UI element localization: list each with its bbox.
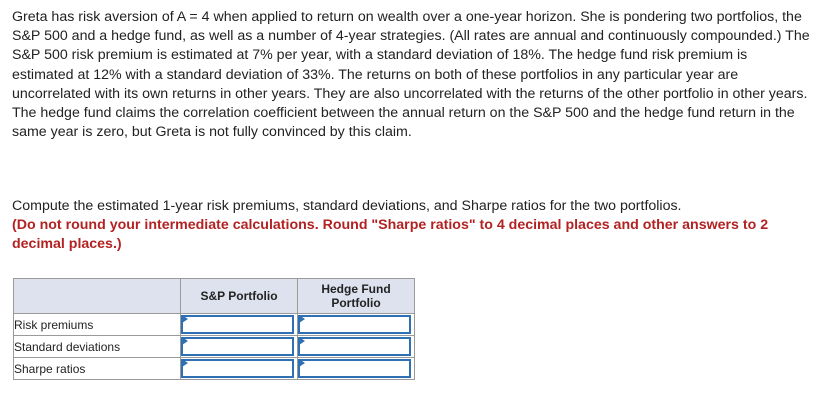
question-text: Compute the estimated 1-year risk premiums, standard deviations, and Sharpe ratios for the two portfolios.	[12, 198, 682, 214]
cell-std-dev-hedge	[298, 336, 415, 358]
row-label-sharpe-ratios: Sharpe ratios	[14, 358, 181, 380]
question-prompt	[12, 197, 812, 255]
column-header-sp-portfolio: S&P Portfolio	[181, 279, 298, 314]
cell-risk-premium-sp	[181, 314, 298, 336]
table-row	[14, 358, 415, 380]
std-dev-hedge-input[interactable]	[298, 337, 411, 356]
cell-sharpe-sp	[181, 358, 298, 380]
std-dev-sp-input[interactable]	[181, 337, 294, 356]
column-header-hedge-fund-portfolio: Hedge Fund Portfolio	[298, 279, 415, 314]
table-row	[14, 314, 415, 336]
risk-premium-hedge-input[interactable]	[298, 315, 411, 334]
table-row	[14, 336, 415, 358]
sharpe-ratio-sp-input[interactable]	[181, 359, 294, 378]
input-flag-icon	[182, 359, 188, 367]
sharpe-ratio-hedge-input[interactable]	[298, 359, 411, 378]
cell-std-dev-sp	[181, 336, 298, 358]
answer-table	[13, 278, 415, 380]
rounding-instructions: (Do not round your intermediate calculations. Round "Sharpe ratios" to 4 decimal places and other answers to 2 decimal places.)	[12, 217, 769, 253]
input-flag-icon	[182, 315, 188, 323]
row-label-risk-premiums: Risk premiums	[14, 314, 181, 336]
problem-statement: Greta has risk aversion of A = 4 when applied to return on wealth over a one-year horizon. She is pondering two portfolios, the S&P 500 and a hedge fund, as well as a number of 4-year strategies. (All rates are annual and continuously compounded.) The S&P 500 risk premium is estimated at 7% per year, with a standard deviation of 18%. The hedge fund risk premium is estimated at 12% with a standard deviation of 33%. The returns on both of these portfolios in any particular year are uncorrelated with its own returns in other years. They are also uncorrelated with the returns of the other portfolio in other years. The hedge fund claims the correlation coefficient between the annual return on the S&P 500 and the hedge fund return in the same year is zero, but Greta is not fully convinced by this claim.	[12, 9, 810, 141]
cell-risk-premium-hedge	[298, 314, 415, 336]
risk-premium-sp-input[interactable]	[181, 315, 294, 334]
table-header-row	[14, 279, 415, 314]
input-flag-icon	[299, 315, 305, 323]
input-flag-icon	[299, 359, 305, 367]
row-label-standard-deviations: Standard deviations	[14, 336, 181, 358]
cell-sharpe-hedge	[298, 358, 415, 380]
input-flag-icon	[182, 337, 188, 345]
input-flag-icon	[299, 337, 305, 345]
table-corner-cell	[14, 279, 181, 314]
